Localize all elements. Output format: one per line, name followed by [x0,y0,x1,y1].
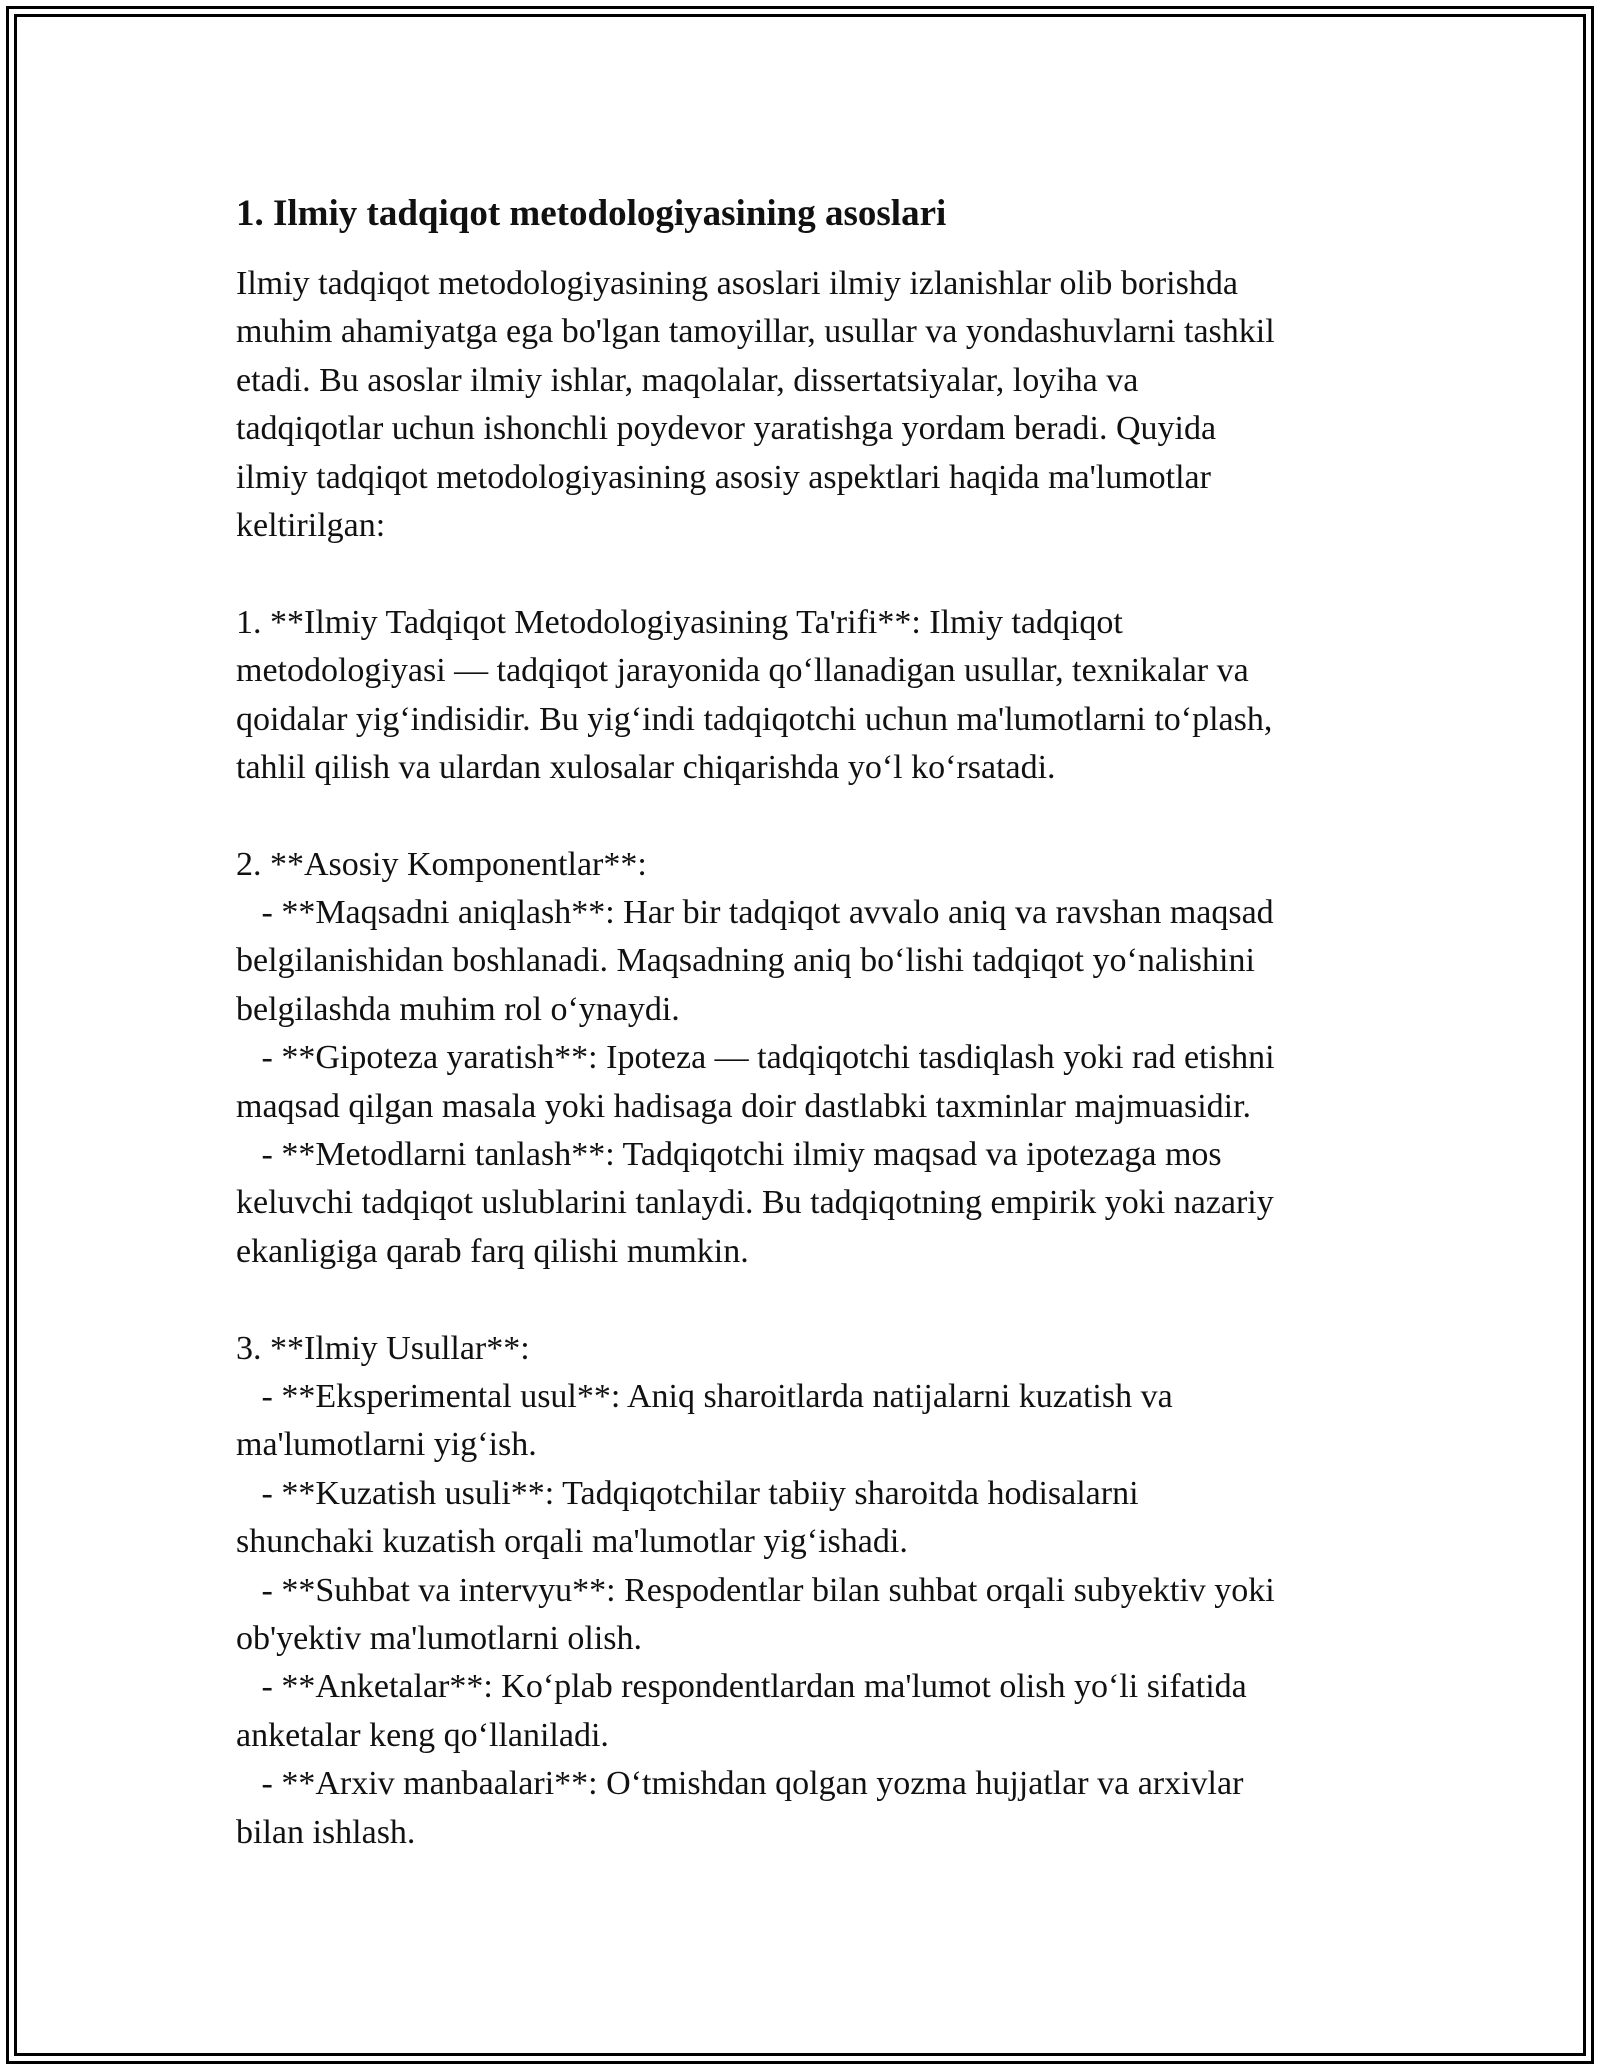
text-line: muhim ahamiyatga ega bo'lgan tamoyillar, usullar va yondashuvlarni tashkil [236,313,1275,351]
blank-line [236,792,1386,840]
text-line: maqsad qilgan masala yoki hadisaga doir dastlabki taxminlar majmuasidir. [236,1087,1252,1125]
text-line: ob'yektiv ma'lumotlarni olish. [236,1619,643,1657]
text-line: - **Kuzatish usuli**: Tadqiqotchilar tabiiy sharoitda hodisalarni [236,1474,1139,1512]
document-title: 1. Ilmiy tadqiqot metodologiyasining asoslari [236,193,947,234]
text-line: metodologiyasi — tadqiqot jarayonida qo‘llanadigan usullar, texnikalar va [236,652,1249,690]
text-line: bilan ishlash. [236,1813,416,1851]
blank-line [236,550,1386,598]
text-line: ma'lumotlarni yig‘ish. [236,1426,537,1464]
text-line: - **Eksperimental usul**: Aniq sharoitlarda natijalarni kuzatish va [236,1377,1173,1415]
intro-paragraph [236,260,1386,550]
text-line: 1. **Ilmiy Tadqiqot Metodologiyasining Ta'rifi**: Ilmiy tadqiqot [236,603,1123,641]
text-line: - **Suhbat va intervyu**: Respodentlar bilan suhbat orqali subyektiv yoki [236,1571,1275,1609]
text-line: - **Arxiv manbaalari**: O‘tmishdan qolgan yozma hujjatlar va arxivlar [236,1765,1244,1803]
text-line: 2. **Asosiy Komponentlar**: [236,845,647,883]
text-line: - **Maqsadni aniqlash**: Har bir tadqiqot avvalo aniq va ravshan maqsad [236,894,1274,932]
text-line: ilmiy tadqiqot metodologiyasining asosiy aspektlari haqida ma'lumotlar [236,458,1211,496]
text-line: qoidalar yig‘indisidir. Bu yig‘indi tadqiqotchi uchun ma'lumotlarni to‘plash, [236,700,1273,738]
text-line: - **Metodlarni tanlash**: Tadqiqotchi ilmiy maqsad va ipotezaga mos [236,1136,1222,1174]
text-line: keluvchi tadqiqot uslublarini tanlaydi. Bu tadqiqotning empirik yoki nazariy [236,1184,1274,1222]
text-line: keltirilgan: [236,506,386,544]
text-line: etadi. Bu asoslar ilmiy ishlar, maqolalar, dissertatsiyalar, loyiha va [236,361,1139,399]
text-line: - **Gipoteza yaratish**: Ipoteza — tadqiqotchi tasdiqlash yoki rad etishni [236,1039,1275,1077]
text-line: tahlil qilish va ulardan xulosalar chiqarishda yo‘l ko‘rsatadi. [236,748,1056,786]
section-definition [236,599,1386,793]
section-methods [236,1325,1386,1857]
text-line: shunchaki kuzatish orqali ma'lumotlar yig‘ishadi. [236,1523,908,1561]
section-components [236,841,1386,1277]
blank-line [236,1276,1386,1324]
text-line: Ilmiy tadqiqot metodologiyasining asoslari ilmiy izlanishlar olib borishda [236,265,1238,302]
text-line: belgilashda muhim rol o‘ynaydi. [236,990,680,1028]
text-line: belgilanishidan boshlanadi. Maqsadning aniq bo‘lishi tadqiqot yo‘nalishini [236,942,1255,980]
document-page [236,188,1386,1857]
text-line: tadqiqotlar uchun ishonchli poydevor yaratishga yordam beradi. Quyida [236,410,1217,448]
text-line: - **Anketalar**: Ko‘plab respondentlardan ma'lumot olish yo‘li sifatida [236,1668,1247,1706]
text-line: ekanligiga qarab farq qilishi mumkin. [236,1232,749,1270]
text-line: 3. **Ilmiy Usullar**: [236,1329,530,1367]
text-line: anketalar keng qo‘llaniladi. [236,1716,609,1754]
